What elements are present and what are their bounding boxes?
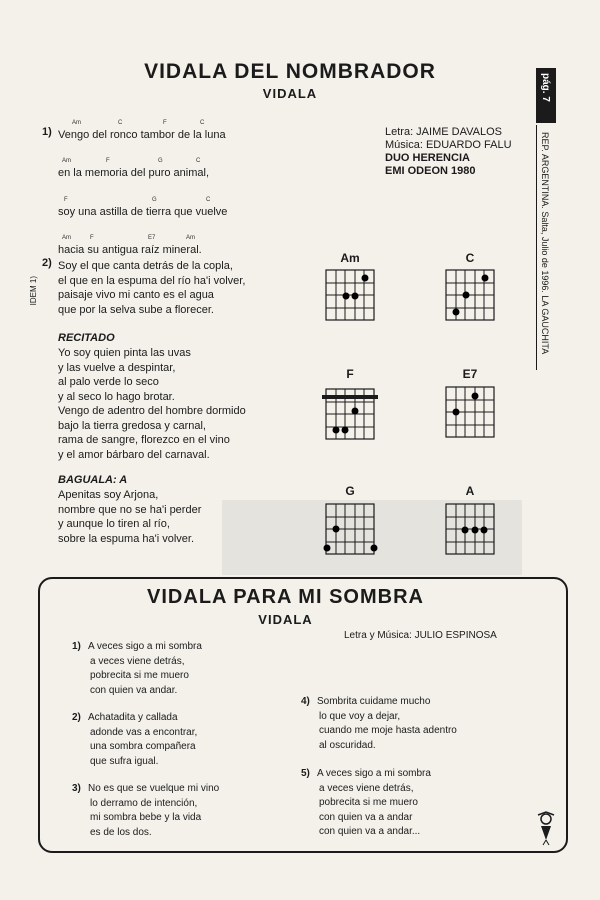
song1-subtitle: VIDALA	[262, 86, 318, 101]
credit-line: EMI ODEON 1980	[385, 165, 476, 177]
stanza-2	[58, 259, 245, 317]
credit-line: Música: EDUARDO FALU	[385, 139, 512, 151]
chord-name: C	[465, 251, 475, 265]
lyric-line: bajo la tierra gredosa y carnal,	[58, 419, 206, 432]
lyric-line: que por la selva sube a florecer.	[58, 303, 214, 316]
chord-am-diagram	[324, 268, 376, 323]
gauchita-mascot-icon	[534, 810, 558, 846]
chord-name: Am	[340, 251, 360, 265]
page-number-tab: pág. 7	[536, 68, 556, 123]
side-divider	[536, 125, 537, 370]
baguala-heading: BAGUALA: A	[58, 474, 128, 486]
baguala-block	[58, 488, 201, 546]
lyric-line: Soy el que canta detrás de la copla,	[58, 260, 233, 272]
recitado-heading: RECITADO	[58, 332, 115, 344]
publication-info: REP. ARGENTINA. Salta, Julio de 1996. LA GAUCHITA	[540, 132, 550, 355]
stanza-number: 1)	[42, 126, 52, 138]
lyric-line: hacia su antigua raíz mineral.	[58, 244, 202, 256]
idem-note: IDEM 1)	[29, 276, 38, 306]
song2-stanza-4: 4) Sombrita cuidame mucho lo que voy a dejar, cuando me moje hasta adentro al oscuridad.	[301, 696, 457, 751]
chord-c-diagram	[444, 268, 496, 323]
lyric-line: Yo soy quien pinta las uvas	[58, 347, 191, 359]
chord-f-diagram	[322, 385, 378, 440]
lyric-line: al palo verde lo seco	[58, 376, 159, 388]
chord-g-diagram	[322, 502, 378, 557]
song1-credits	[385, 126, 512, 178]
lyric-line: y el amor bárbaro del carnaval.	[58, 448, 210, 461]
chord-name: G	[345, 484, 355, 498]
lyric-line: paisaje vivo mi canto es el agua	[58, 289, 214, 301]
lyric-line: el que en la espuma del río ha'i volver,	[58, 274, 246, 287]
lyric-line: y al seco lo hago brotar.	[58, 390, 175, 403]
lyric-line: Vengo de adentro del hombre dormido	[58, 405, 246, 417]
credit-line: DUO HERENCIA	[385, 152, 470, 164]
lyric-line: soy una astilla de tierra que vuelve	[58, 206, 228, 218]
chord-a-diagram	[444, 502, 496, 557]
song2-stanza-1: 1) A veces sigo a mi sombra a veces viene detrás, pobrecita si me muero con quien va andar.	[72, 641, 202, 696]
chord-name: E7	[462, 367, 478, 381]
stanza-1: Am C F C Vengo del ronco tambor de la luna Am F G C en la memoria del puro animal, F G C soy una astilla de tierra que vuelve Am F E7 Am hacia su antigua raíz mineral.	[58, 120, 228, 256]
lyric-line: Apenitas soy Arjona,	[58, 489, 159, 501]
chord-name: F	[346, 367, 354, 381]
lyric-line: y aunque lo tiren al río,	[58, 518, 170, 530]
credit-line: Letra: JAIME DAVALOS	[385, 126, 502, 138]
lyric-line: nombre que no se ha'i perder	[58, 503, 202, 516]
song1-title: VIDALA DEL NOMBRADOR	[144, 60, 436, 83]
recitado-block	[58, 346, 246, 462]
song2-stanza-5: 5) A veces sigo a mi sombra a veces viene detrás, pobrecita si me muero con quien va a andar con quien va a andar...	[301, 768, 431, 837]
chord-name: A	[465, 484, 475, 498]
song2-credits: Letra y Música: JULIO ESPINOSA	[344, 630, 497, 641]
lyric-line: rama de sangre, florezco en el vino	[58, 434, 230, 446]
song2-subtitle: VIDALA	[258, 612, 313, 627]
lyric-line: sobre la espuma ha'i volver.	[58, 532, 195, 545]
song2-title: VIDALA PARA MI SOMBRA	[147, 586, 424, 608]
lyric-line: y las vuelve a despintar,	[58, 361, 176, 374]
song2-stanza-2: 2) Achatadita y callada adonde vas a encontrar, una sombra compañera que sufra igual.	[72, 712, 198, 767]
lyric-line: Vengo del ronco tambor de la luna	[58, 129, 226, 141]
lyric-line: en la memoria del puro animal,	[58, 167, 210, 179]
song2-stanza-3: 3) No es que se vuelque mi vino lo derramo de intención, mi sombra bebe y la vida es de los dos.	[72, 783, 220, 838]
stanza-number: 2)	[42, 257, 52, 269]
chord-e7-diagram	[444, 385, 496, 440]
